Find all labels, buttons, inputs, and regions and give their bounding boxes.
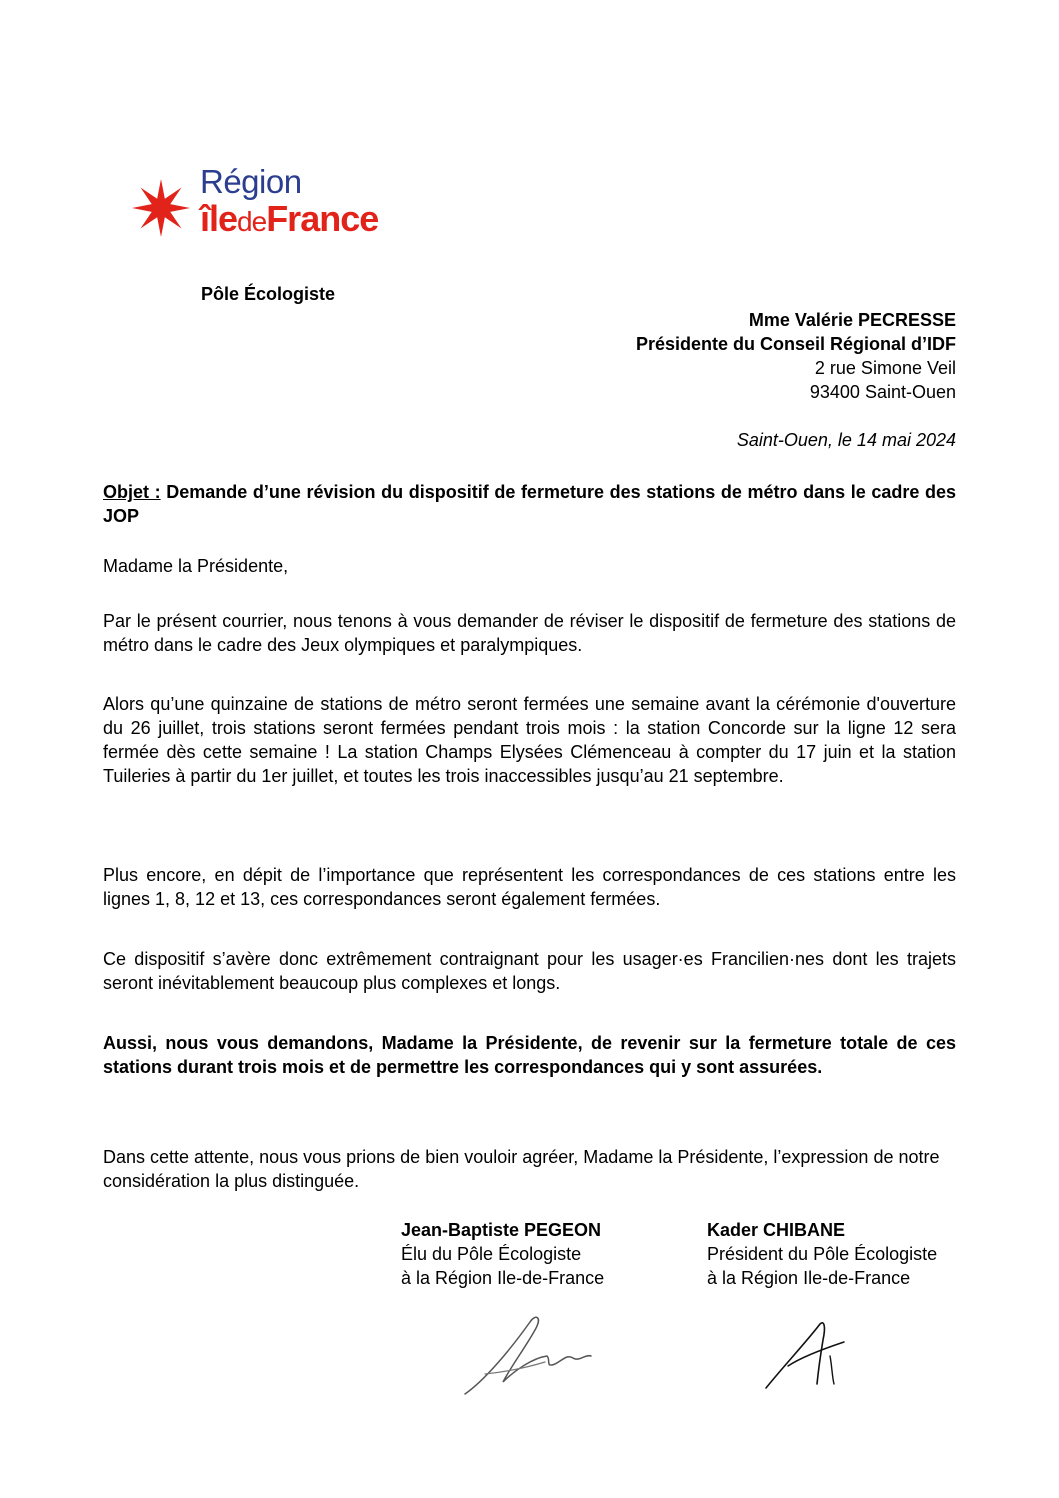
signatory-org: à la Région Ile-de-France bbox=[401, 1268, 605, 1288]
signature-2 bbox=[760, 1318, 860, 1393]
recipient-block bbox=[636, 308, 956, 404]
signatory-role: Élu du Pôle Écologiste bbox=[401, 1244, 582, 1264]
closing-paragraph: Dans cette attente, nous vous prions de bien vouloir agréer, Madame la Présidente, l’expression de notre considération la plus distinguée. bbox=[103, 1147, 940, 1191]
logo-region-text: Région bbox=[200, 163, 302, 200]
signatory-name: Kader CHIBANE bbox=[707, 1220, 846, 1240]
recipient-address-line2: 93400 Saint-Ouen bbox=[809, 382, 956, 402]
signatory-block-1 bbox=[401, 1218, 604, 1290]
request-paragraph: Aussi, nous vous demandons, Madame la Présidente, de revenir sur la fermeture totale de ces stations durant trois mois et de permettre les correspondances qui y sont assurées. bbox=[103, 1033, 956, 1077]
recipient-name: Mme Valérie PECRESSE bbox=[748, 310, 956, 330]
signatory-role: Président du Pôle Écologiste bbox=[707, 1244, 938, 1264]
paragraph: Par le présent courrier, nous tenons à vous demander de réviser le dispositif de fermeture des stations de métro dans le cadre des Jeux olympiques et paralympiques. bbox=[103, 611, 956, 655]
letter-date: Saint-Ouen, le 14 mai 2024 bbox=[736, 430, 956, 450]
paragraph: Plus encore, en dépit de l’importance que représentent les correspondances de ces stations entre les lignes 1, 8, 12 et 13, ces correspondances seront également fermées. bbox=[103, 865, 956, 909]
subject-text: Demande d’une révision du dispositif de fermeture des stations de métro dans le cadre des JOP bbox=[103, 482, 956, 526]
subject-label: Objet : bbox=[103, 482, 161, 502]
greeting: Madame la Présidente, bbox=[103, 556, 289, 576]
signatory-name: Jean-Baptiste PEGEON bbox=[401, 1220, 602, 1240]
signatory-block-2 bbox=[707, 1218, 937, 1290]
paragraph: Alors qu’une quinzaine de stations de métro seront fermées une semaine avant la cérémonie d'ouverture du 26 juillet, trois stations seront fermées pendant trois mois : la station Concorde sur la ligne 12 sera fermée dès cette semaine ! La station Champs Elysées Clémenceau à compter du 17 juin et la station Tuileries à partir du 1er juillet, et toutes les trois inaccessibles jusqu’au 21 septembre. bbox=[103, 694, 956, 786]
logo-idf-text: îledeFrance bbox=[200, 198, 379, 239]
recipient-title: Présidente du Conseil Régional d’IDF bbox=[635, 334, 956, 354]
sender-name: Pôle Écologiste bbox=[201, 284, 336, 304]
recipient-address-line1: 2 rue Simone Veil bbox=[814, 358, 956, 378]
signature-1 bbox=[455, 1310, 605, 1402]
paragraph: Ce dispositif s’avère donc extrêmement contraignant pour les usager·es Francilien·nes dont les trajets seront inévitablement beaucoup plus complexes et longs. bbox=[103, 949, 956, 993]
signatory-org: à la Région Ile-de-France bbox=[707, 1268, 911, 1288]
subject-line bbox=[103, 480, 956, 528]
logo-wordmark bbox=[200, 165, 378, 237]
region-logo bbox=[130, 165, 450, 245]
star-icon bbox=[130, 177, 192, 239]
